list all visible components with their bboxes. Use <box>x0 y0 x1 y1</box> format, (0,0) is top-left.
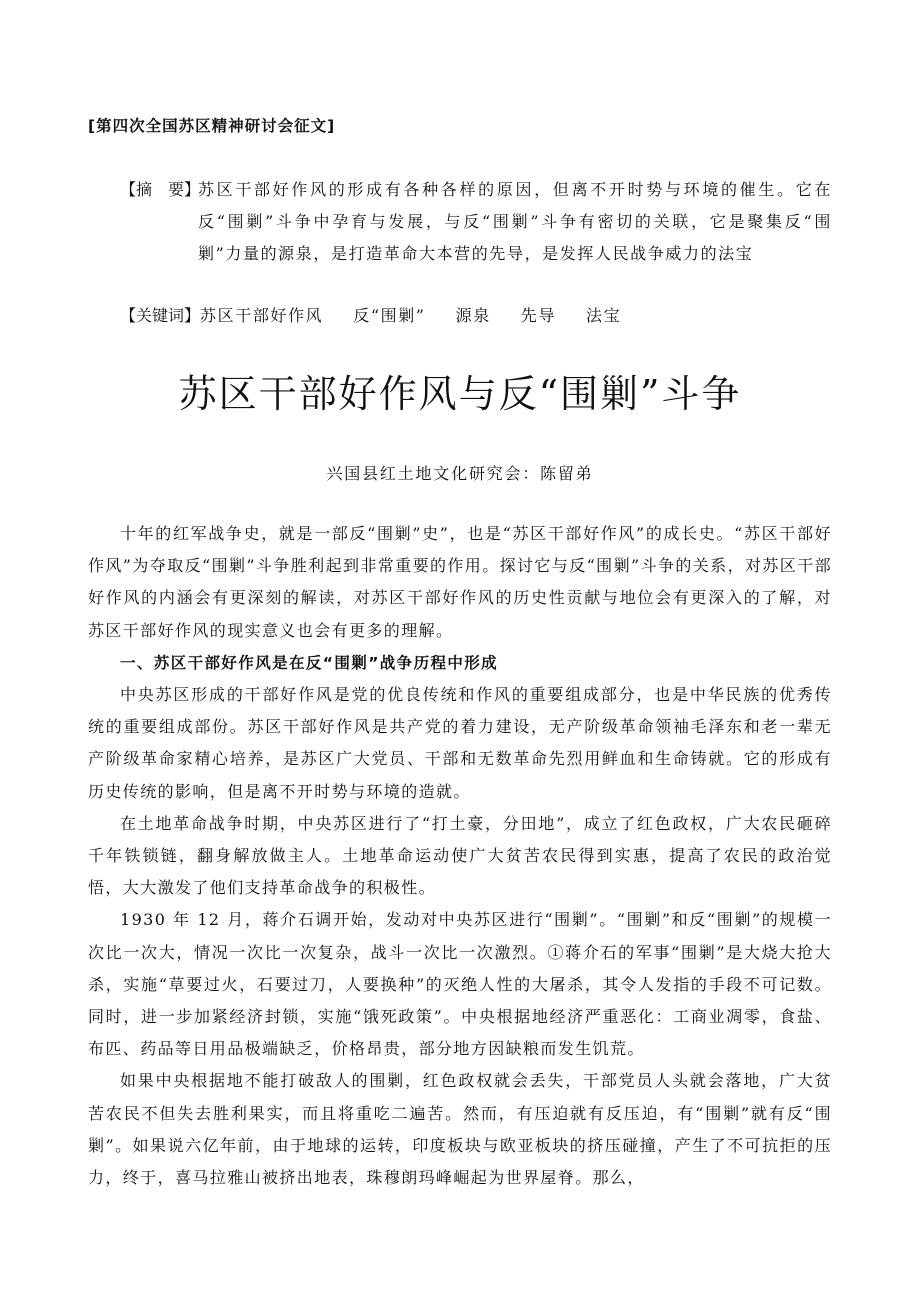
body-paragraph: 在土地革命战争时期，中央苏区进行了“打土豪，分田地”，成立了红色政权，广大农民砸碎千年铁锁链，翻身解放做主人。土地革命运动使广大贫苦农民得到实惠，提高了农民的政治觉悟，大大激发了他们支持革命战争的积极性。 <box>88 813 832 898</box>
article-body <box>88 518 832 1194</box>
section-tag: [第四次全国苏区精神研讨会征文] <box>88 117 336 135</box>
abstract-label: 【摘 要】 <box>120 180 201 199</box>
keywords <box>120 302 651 330</box>
abstract <box>120 174 832 270</box>
keyword-item: 苏区干部好作风 <box>200 306 324 325</box>
abstract-text: 苏区干部好作风的形成有各种各样的原因，但离不开时势与环境的催生。它在反“围剿”斗争中孕育与发展，与反“围剿”斗争有密切的关联，它是聚集反“围剿”力量的源泉，是打造革命大本营的先导，是发挥人民战争威力的法宝 <box>198 180 832 263</box>
author-line: 兴国县红土地文化研究会：陈留弟 <box>326 464 594 483</box>
body-paragraph: 如果中央根据地不能打破敌人的围剿，红色政权就会丢失，干部党员人头就会落地，广大贫苦农民不但失去胜利果实，而且将重吃二遍苦。然而，有压迫就有反压迫，有“围剿”就有反“围剿”。如果说六亿年前，由于地球的运转，印度板块与欧亚板块的挤压碰撞，产生了不可抗拒的压力，终于，喜马拉雅山被挤出地表，珠穆朗玛峰崛起为世界屋脊。那么， <box>88 1071 832 1188</box>
body-paragraph: 中央苏区形成的干部好作风是党的优良传统和作风的重要组成部分，也是中华民族的优秀传统的重要组成部份。苏区干部好作风是共产党的着力建设，无产阶级革命领袖毛泽东和老一辈无产阶级革命家精心培养，是苏区广大党员、干部和无数革命先烈用鲜血和生命铸就。它的形成有历史传统的影响，但是离不开时势与环境的造就。 <box>88 685 832 801</box>
keyword-item: 反“围剿” <box>353 306 426 325</box>
section-heading: 一、苏区干部好作风是在反“围剿”战争历程中形成 <box>120 653 499 672</box>
article-title: 苏区干部好作风与反“围剿”斗争 <box>178 372 742 416</box>
keywords-label: 【关键词】 <box>120 306 201 325</box>
body-paragraph: 1930 年 12 月，蒋介石调开始，发动对中央苏区进行“围剿”。“围剿”和反“围剿”的规模一次比一次大，情况一次比一次复杂，战斗一次比一次激烈。①蒋介石的军事“围剿”是大烧大抢大杀，实施“草要过火，石要过刀，人要换种”的灭绝人性的大屠杀，其令人发指的手段不可记数。同时，进一步加紧经济封锁，实施“饿死政策”。中央根据地经济严重恶化：工商业凋零，食盐、布匹、药品等日用品极端缺乏，价格昂贵，部分地方因缺粮而发生饥荒。 <box>88 910 832 1059</box>
keyword-item: 源泉 <box>455 306 491 325</box>
keyword-item: 先导 <box>520 306 556 325</box>
body-paragraph: 十年的红军战争史，就是一部反“围剿”史”，也是“苏区干部好作风”的成长史。“苏区干部好作风”为夺取反“围剿”斗争胜利起到非常重要的作用。探讨它与反“围剿”斗争的关系，对苏区干部好作风的内涵会有更深刻的解读，对苏区干部好作风的历史性贡献与地位会有更深入的了解，对苏区干部好作风的现实意义也会有更多的理解。 <box>88 524 832 640</box>
keyword-item: 法宝 <box>586 306 622 325</box>
